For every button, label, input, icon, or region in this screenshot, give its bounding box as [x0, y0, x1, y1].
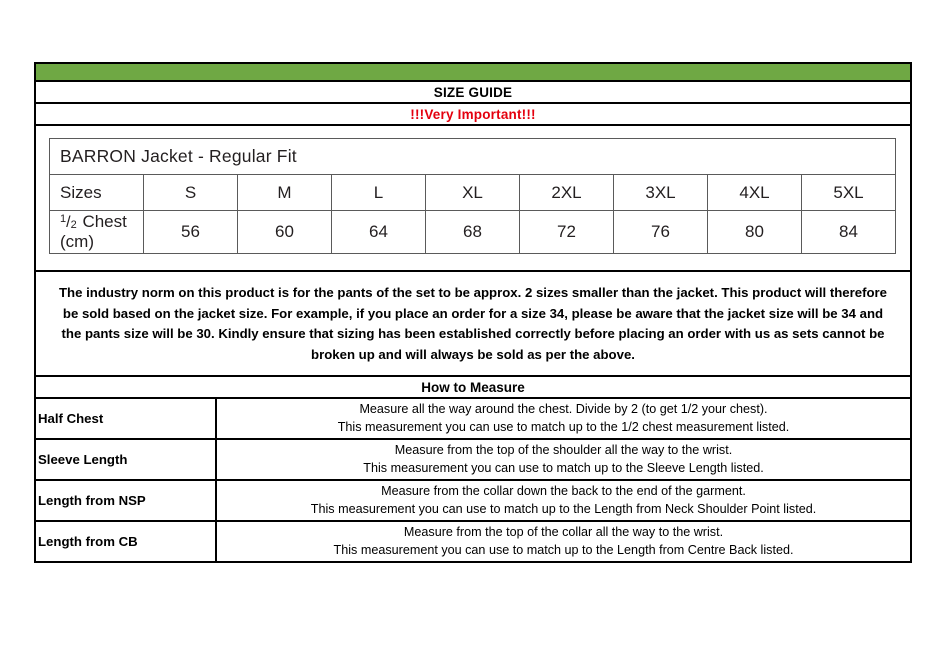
fit-title-cell: BARRON Jacket - Regular Fit — [50, 139, 896, 175]
notice-line-2: For example, if you place an order for a size 34, please be aware that the jacket size will be 34 and the pants size will be 30. — [61, 305, 884, 341]
notice-line-1: The industry norm on this product is for the pants of the set to be approx. 2 sizes smaller than the jacket. This product will therefore be sold based on the jacket size. — [58, 285, 887, 321]
measure-desc-half-chest — [216, 399, 910, 439]
half-chest-value-5xl: 84 — [802, 211, 896, 254]
important-alert-text: !!!Very Important!!! — [36, 104, 910, 126]
measure-label-length-from-cb: Length from CB — [36, 521, 216, 561]
half-chest-unit-text: Chest (cm) — [60, 212, 127, 251]
measure-label-half-chest: Half Chest — [36, 399, 216, 439]
size-header-4xl: 4XL — [708, 175, 802, 211]
size-header-l: L — [332, 175, 426, 211]
half-chest-value-2xl: 72 — [520, 211, 614, 254]
measure-desc-length-from-cb — [216, 521, 910, 561]
size-header-5xl: 5XL — [802, 175, 896, 211]
table-row — [36, 399, 910, 439]
table-row-half-chest — [50, 211, 896, 254]
size-header-s: S — [144, 175, 238, 211]
size-header-3xl: 3XL — [614, 175, 708, 211]
desc-line-2: This measurement you can use to match up to the Length from Neck Shoulder Point listed. — [310, 501, 817, 516]
half-chest-value-m: 60 — [238, 211, 332, 254]
green-accent-bar — [36, 62, 910, 82]
desc-line-2: This measurement you can use to match up to the Sleeve Length listed. — [363, 460, 764, 475]
page-title: SIZE GUIDE — [36, 82, 910, 104]
size-header-xl: XL — [426, 175, 520, 211]
table-row — [36, 439, 910, 480]
sizes-row-label: Sizes — [50, 175, 144, 211]
desc-line-2: This measurement you can use to match up to the 1/2 chest measurement listed. — [337, 419, 790, 434]
measure-desc-length-from-nsp — [216, 480, 910, 521]
size-table-section — [36, 126, 910, 272]
how-to-measure-heading: How to Measure — [36, 377, 910, 399]
half-fraction-glyph: $^1/_2$ — [60, 213, 77, 231]
desc-line-1: Measure from the collar down the back to the end of the garment. — [381, 484, 746, 498]
notice-line-3: Kindly ensure that sizing has been established correctly before placing an order with us as sets cannot be broken up and will always be sold as per the above. — [218, 326, 885, 362]
size-header-2xl: 2XL — [520, 175, 614, 211]
half-chest-row-label — [50, 211, 144, 254]
how-to-measure-table — [36, 399, 910, 561]
table-row-sizes — [50, 175, 896, 211]
desc-line-1: Measure from the top of the shoulder all the way to the wrist. — [394, 443, 733, 457]
size-chart-table — [49, 138, 896, 254]
half-chest-value-3xl: 76 — [614, 211, 708, 254]
half-chest-value-l: 64 — [332, 211, 426, 254]
desc-line-2: This measurement you can use to match up to the Length from Centre Back listed. — [333, 542, 794, 557]
table-row — [36, 480, 910, 521]
desc-line-1: Measure from the top of the collar all the way to the wrist. — [403, 525, 724, 539]
measure-label-length-from-nsp: Length from NSP — [36, 480, 216, 521]
size-header-m: M — [238, 175, 332, 211]
table-row — [36, 521, 910, 561]
sizing-notice-section — [36, 272, 910, 377]
half-chest-value-4xl: 80 — [708, 211, 802, 254]
table-row-fit-title — [50, 139, 896, 175]
desc-line-1: Measure all the way around the chest. Divide by 2 (to get 1/2 your chest). — [359, 402, 768, 416]
half-chest-value-xl: 68 — [426, 211, 520, 254]
size-guide-document — [34, 62, 912, 563]
measure-label-sleeve-length: Sleeve Length — [36, 439, 216, 480]
half-chest-value-s: 56 — [144, 211, 238, 254]
measure-desc-sleeve-length — [216, 439, 910, 480]
